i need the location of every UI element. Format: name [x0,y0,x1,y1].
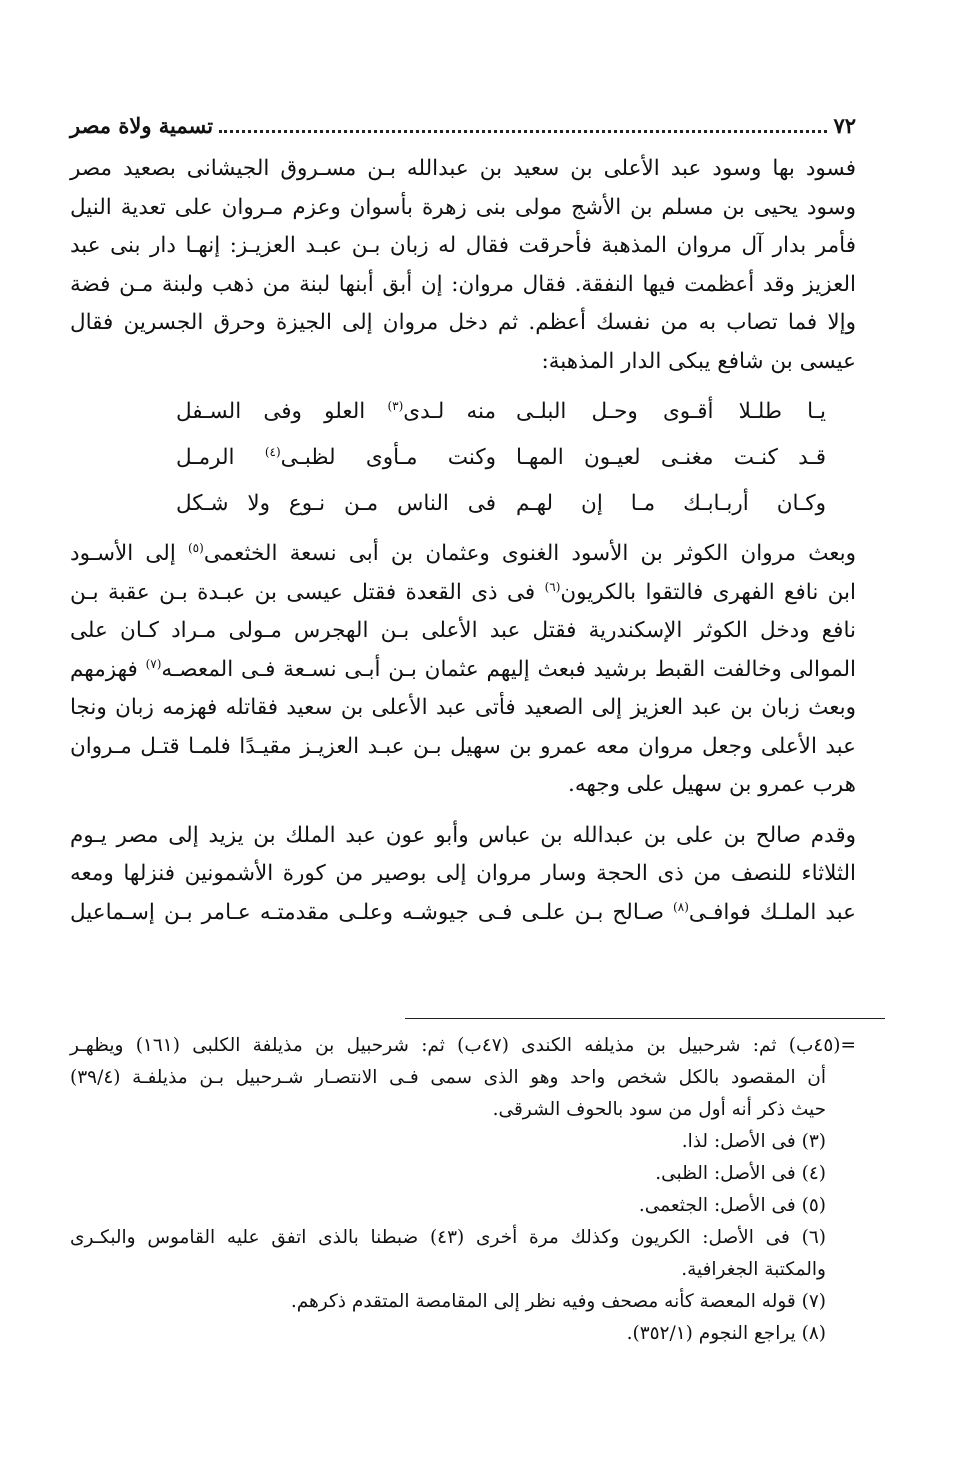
footnote-8: (٨) يراجع النجوم (٣٥٢/١). [626,1323,826,1344]
running-title: تسمية ولاة مصر [70,112,214,138]
footnote-divider [405,1018,885,1019]
text-line: هرب عمرو بن سهيل على وجهه. [568,772,856,797]
text-line: فأمر بدار آل مروان المذهبة فأحرقت فقال له زبان بـن عبـد العزيـز: إنهـا دار بنى عبد [70,233,856,258]
poem-verse [70,481,826,527]
paragraph-1 [70,150,856,381]
footnote-ref: (٥) [187,540,204,555]
page-number: ٧٢ [833,112,856,138]
text-line: وبعث مروان الكوثر بن الأسود الغنوى وعثمان بن أبى نسعة الخثعمى$^{(٥)}$ إلى الأسـود [70,540,857,566]
verse-second-hemistich: منه لـدى$^{(٣)}$ العلو وفى السـفل [176,398,496,424]
text-line: وبعث زبان بن عبد العزيز إلى الصعيد فأتى عبد الأعلى بن سعيد فقاتله فهزمه زبان ونجا [70,695,856,720]
footnote-line: أن المقصود بالكل شخص واحد وهو الذى سمى فـى الانتصـار شـرحبيل بـن مذيلفـة (٣٩/٤) [70,1067,826,1088]
footnote-line: حيث ذكر أنه أول من سود بالحوف الشرقى. [492,1099,826,1120]
footnote-4: (٤) فى الأصل: الظبى. [655,1163,826,1184]
footnote-ref: (٣) [387,398,404,413]
poem [70,389,856,527]
text-line: الموالى وخالفت القبط برشيد فبعث إليهم عثمان بـن أبـى نسـعة فـى المعصـه$^{(٧)}$ فهزمهم [70,656,857,682]
verse-second-hemistich: فى الناس مـن نـوع ولا شـكل [176,490,496,516]
footnote-ref: (٨) [673,899,689,914]
text-line: وسود يحيى بن مسلم بن الأشج مولى بنى زهرة بأسوان وعزم مـروان على تعدية النيل [70,194,856,220]
poem-verse [70,389,826,435]
verse-first-hemistich: يـا طلـلا أقـوى وحـل البلـى [516,398,826,424]
text-line: وقدم صالح بن على بن عبدالله بن عباس وأبو عون عبد الملك بن يزيد إلى مصر يـوم [70,822,856,848]
footnote-line: =(٤٥ب) ثم: شرحبيل بن مذيلفه الكندى (٤٧ب) ثم: شرحبيل بن مذيلفة الكلبى (١٦١) ويظهـر [70,1035,857,1056]
page-header [70,108,856,142]
paragraph-3 [70,817,856,933]
footnotes [70,1030,856,1350]
verse-second-hemistich: وكنت مـأوى لظبـى$^{(٤)}$ الرمـل [176,444,497,470]
text-line: عبد الملـك فوافـى$^{(٨)}$ صـالح بـن علـى فـى جيوشـه وعلـى مقدمتـه عـامر بـن إسـماعيل [70,899,856,925]
header-leader-dots [219,130,827,133]
poem-verse [70,435,826,481]
footnote-6-continued: والمكتبة الجغرافية. [681,1259,826,1280]
footnote-5: (٥) فى الأصل: الجثعمى. [638,1195,826,1216]
text-line: الثلاثاء للنصف من ذى الحجة وسار مروان إلى بوصير من كورة الأشمونين فنزلها ومعه [70,861,856,886]
text-line: ابن نافع الفهرى فالتقوا بالكريون$^{(٦)}$ فى ذى القعدة فقتل عيسى بن عبـدة بـن عقبة بـن [70,579,856,605]
main-text [70,150,856,932]
footnote-ref: (٦) [544,579,561,594]
verse-first-hemistich: قـد كنـت مغنـى لعيـون المهـا [516,444,826,470]
text-line: عبد الأعلى وجعل مروان معه عمرو بن سهيل بـن عبـد العزيـز مقيـدًا فلمـا قتـل مـروان [70,733,856,759]
footnote-ref: (٤) [264,444,281,459]
footnote-6: (٦) فى الأصل: الكريون وكذلك مرة أخرى (٤٣) ضبطنا بالذى اتفق عليه القاموس والبكـرى [70,1227,826,1248]
text-line: فسود بها وسود عبد الأعلى بن سعيد بن عبدالله بـن مسـروق الجيشانى بصعيد مصر [70,156,856,181]
footnote-7: (٧) قوله المعصة كأنه مصحف وفيه نظر إلى المقامصة المتقدم ذكرهم. [290,1291,826,1312]
footnote-3: (٣) فى الأصل: لذا. [681,1131,826,1152]
paragraph-2 [70,535,856,805]
text-line: نافع ودخل الكوثر الإسكندرية فقتل عبد الأعلى بـن الهجرس مـولى مـراد كـان على [70,618,856,643]
text-line: وإلا فما تصاب به من نفسك أعظم. ثم دخل مروان إلى الجيزة وحرق الجسرين فقال [70,310,856,335]
text-line: العزيز وقد أعظمت فيها النفقة. فقال مروان: إن أبق أبنها لبنة من ذهب ولبنة مـن فضة [70,271,856,297]
verse-first-hemistich: وكـان أربـابـك مـا إن لهـم [516,490,826,516]
footnote-ref: (٧) [145,656,162,671]
text-line: عيسى بن شافع يبكى الدار المذهبة: [541,348,856,374]
